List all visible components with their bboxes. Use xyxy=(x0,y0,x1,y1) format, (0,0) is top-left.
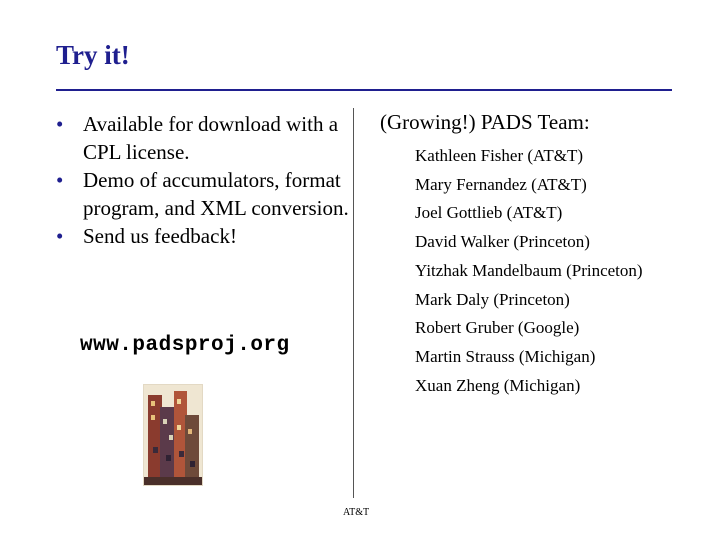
slide-title: Try it! xyxy=(56,40,130,70)
title-divider xyxy=(56,89,672,91)
team-member: Robert Gruber (Google) xyxy=(415,318,580,338)
bullet-marker: • xyxy=(56,224,64,248)
team-member: David Walker (Princeton) xyxy=(415,232,590,252)
bullet-text: Demo of accumulators, format program, and XML conversion. xyxy=(83,168,349,220)
team-heading: (Growing!) PADS Team: xyxy=(380,110,590,134)
team-member: Xuan Zheng (Michigan) xyxy=(415,375,581,395)
footer-logo-text: AT&T xyxy=(343,507,370,518)
project-url: www.padsproj.org xyxy=(80,334,290,357)
team-member: Joel Gottlieb (AT&T) xyxy=(415,203,563,223)
bullet-text: Send us feedback! xyxy=(83,224,237,248)
team-member: Kathleen Fisher (AT&T) xyxy=(415,146,584,165)
team-member: Yitzhak Mandelbaum (Princeton) xyxy=(415,260,643,280)
team-list xyxy=(415,142,643,400)
bullet-item xyxy=(56,110,356,166)
team-member: Martin Strauss (Michigan) xyxy=(415,346,596,366)
bullet-marker: • xyxy=(56,168,64,192)
pads-artwork-image xyxy=(143,384,203,486)
bullet-item xyxy=(56,166,356,222)
column-divider xyxy=(353,108,354,498)
bullet-text: Available for download with a CPL license. xyxy=(83,112,339,164)
bullet-item xyxy=(56,222,356,250)
team-member: Mark Daly (Princeton) xyxy=(415,289,570,309)
bullet-list xyxy=(56,110,356,250)
bullet-marker: • xyxy=(56,112,64,136)
team-member: Mary Fernandez (AT&T) xyxy=(415,174,587,194)
